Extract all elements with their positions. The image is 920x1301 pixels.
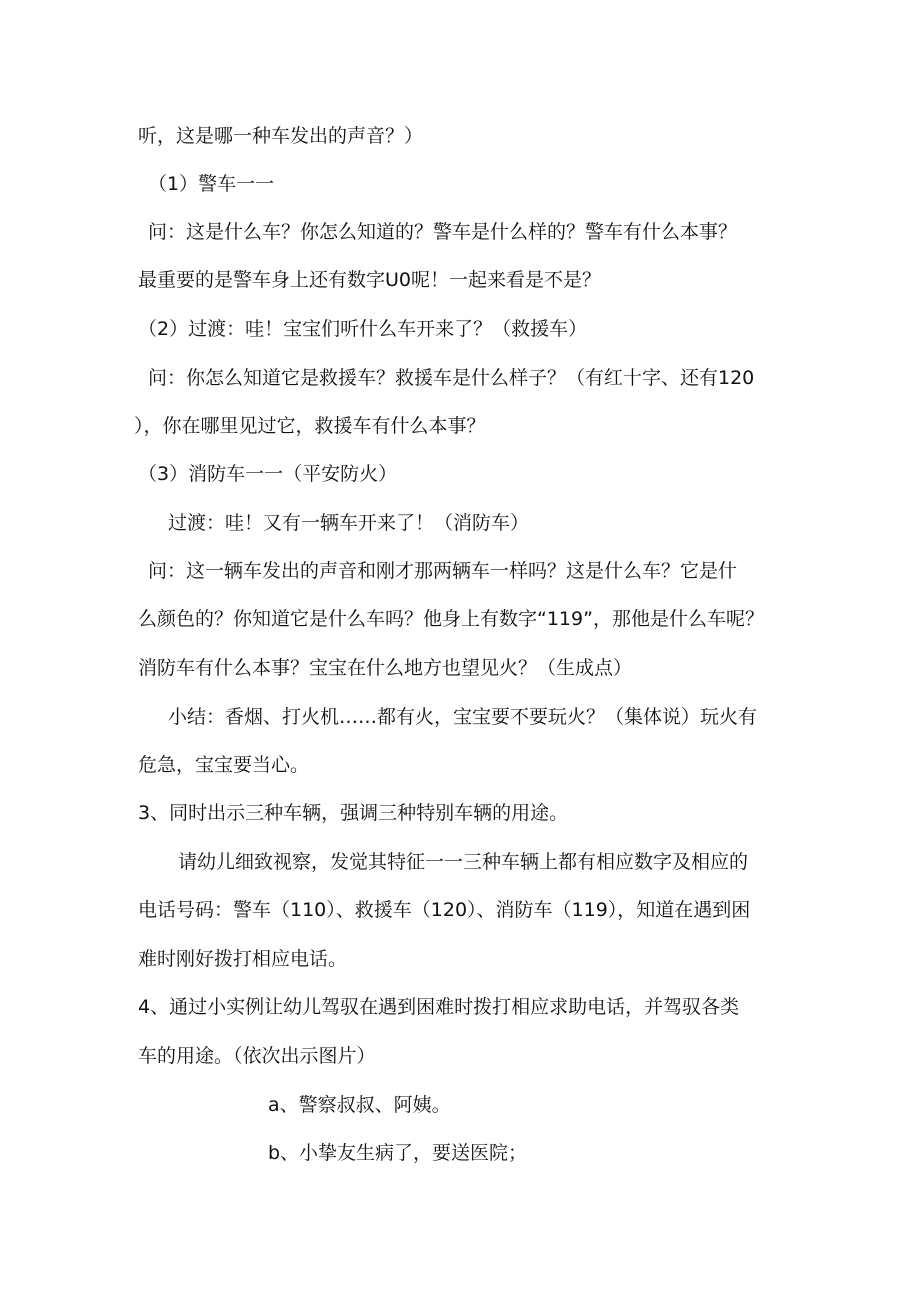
text-line: 问：你怎么知道它是救援车？救援车是什么样子？（有红十字、还有120 <box>148 367 755 389</box>
text-line: 危急，宝宝要当心。 <box>138 754 310 776</box>
text-line: 问：这一辆车发出的声音和刚才那两辆车一样吗？这是什么车？它是什 <box>148 560 738 582</box>
text-line: 听，这是哪一种车发出的声音？） <box>138 125 424 147</box>
text-line: 消防车有什么本事？宝宝在什么地方也望见火？（生成点） <box>138 657 633 679</box>
text-line: ），你在哪里见过它，救援车有什么本事？ <box>134 415 486 437</box>
text-line: 电话号码：警车（110）、救援车（120）、消防车（119），知道在遇到困 <box>138 899 751 921</box>
list-item: a、警察叔叔、阿姨。 <box>268 1094 451 1116</box>
text-line: 过渡：哇！又有一辆车开来了！（消防车） <box>168 512 530 534</box>
text-line: 小结：香烟、打火机……都有火，宝宝要不要玩火？（集体说）玩火有 <box>168 706 758 728</box>
section-heading: 3、同时出示三种车辆，强调三种特别车辆的用途。 <box>138 802 569 824</box>
text-line: 车的用途。（依次出示图片） <box>138 1045 376 1067</box>
list-item: b、小挚友生病了，要送医院； <box>268 1142 528 1164</box>
section-heading: 4、通过小实例让幼儿驾驭在遇到困难时拨打相应求助电话，并驾驭各类 <box>138 996 740 1018</box>
text-line: 请幼儿细致视察，发觉其特征一一三种车辆上都有相应数字及相应的 <box>178 851 749 873</box>
section-heading: （3）消防车一一（平安防火） <box>138 463 398 485</box>
text-line: 问：这是什么车？你怎么知道的？警车是什么样的？警车有什么本事？ <box>148 221 738 243</box>
text-line: 难时刚好拨打相应电话。 <box>138 948 348 970</box>
text-line: 么颜色的？你知道它是什么车吗？他身上有数字“119”，那他是什么车呢？ <box>138 608 764 630</box>
text-line: 最重要的是警车身上还有数字U0呢！一起来看是不是？ <box>138 269 601 291</box>
section-heading: （2）过渡：哇！宝宝们听什么车开来了？（救援车） <box>138 318 588 340</box>
section-heading: （1）警车一一 <box>148 173 275 195</box>
